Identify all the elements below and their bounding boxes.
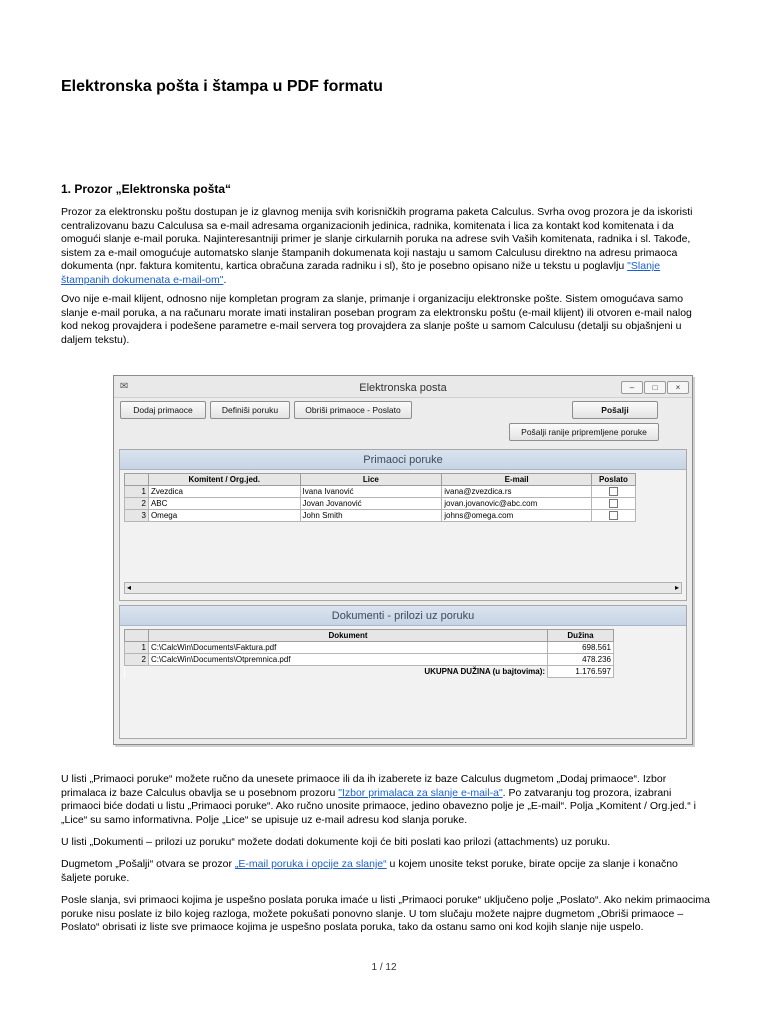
table-row[interactable] [125, 510, 636, 522]
total-label: UKUPNA DUŽINA (u bajtovima): [148, 666, 547, 678]
cell-email[interactable]: ivana@zvezdica.rs [442, 486, 592, 498]
row-number-header [125, 630, 149, 642]
row-number: 2 [125, 498, 149, 510]
poslato-checkbox[interactable] [609, 499, 618, 508]
close-icon[interactable]: × [667, 381, 689, 394]
cell-duzina: 698.561 [548, 642, 614, 654]
cell-komitent[interactable]: ABC [148, 498, 300, 510]
total-row [125, 666, 614, 678]
paragraph-primaoci-b: . Po zatvaranju tog prozora, izabrani primaoci biće dodati u listu „Primaoci poruke“. Ako ručno unosite primaoce, jedino obavezno polje je „E-mail“. Polja „Komitent / Org.jed.“ i „Lice“ su samo informativna. Polje „Lice“ se upisuje uz e-mail adresu kod slanja poruke. [61, 786, 696, 826]
total-value: 1.176.597 [548, 666, 614, 678]
cell-lice[interactable]: Jovan Jovanović [300, 498, 442, 510]
recipients-table [124, 473, 636, 522]
cell-email[interactable]: jovan.jovanovic@abc.com [442, 498, 592, 510]
row-number: 3 [125, 510, 149, 522]
cell-lice[interactable]: John Smith [300, 510, 442, 522]
paragraph-posalji-b: u kojem unosite tekst poruke, birate opcije za slanje i konačno šaljete poruke. [61, 858, 678, 884]
poslato-checkbox[interactable] [609, 487, 618, 496]
scroll-right-icon[interactable]: ▸ [674, 583, 679, 592]
table-row[interactable] [125, 498, 636, 510]
col-duzina[interactable]: Dužina [548, 630, 614, 642]
link-izbor-primalaca[interactable]: "Izbor primalaca za slanje e-mail-a" [338, 786, 503, 799]
col-poslato[interactable]: Poslato [592, 474, 636, 486]
row-number: 1 [125, 642, 149, 654]
section-heading: 1. Prozor „Elektronska pošta“ [61, 182, 232, 196]
cell-komitent[interactable]: Omega [148, 510, 300, 522]
window-titlebar [114, 376, 692, 398]
send-prepared-button[interactable]: Pošalji ranije pripremljene poruke [509, 423, 659, 441]
link-slanje-dokumenata[interactable]: "Slanje štampanih dokumenata e-mail-om" [61, 260, 661, 286]
paragraph-posle-slanja: Posle slanja, svi primaoci kojima je uspešno poslata poruka imaće u listi „Primaoci poruke“ uključeno polje „Poslato“. Ako nekim primaocima poruke nisu poslate iz bilo kojeg razloga, možete pokušati ponovno slanje. U tom slučaju možete najpre dugmetom „Obriši primaoce – Poslato“ obrisati iz liste sve primaoce kojima je uspešno poslata poruka, tako da ostanu samo oni kod kojih slanje nije uspelo. [61, 894, 710, 934]
paragraph-email-client: Ovo nije e-mail klijent, odnosno nije kompletan program za slanje, primanje i organizaciju elektronske pošte. Sistem omogućava samo slanje e-mail poruka, a na računaru morate imati instaliran poseban program za elektronsku poštu (e-mail klijent) ili otvoren e-mail nalog kod nekog provajdera i podešene parametre e-mail servera tog provajdera za slanje pošte u samom Calculusu (detalji su objašnjeni u daljem tekstu). [61, 293, 692, 346]
paragraph-dokumenti: U listi „Dokumenti – prilozi uz poruku“ možete dodati dokumente koji će biti poslati kao prilozi (attachments) uz poruku. [61, 836, 611, 848]
col-dokument[interactable]: Dokument [148, 630, 547, 642]
window-title: Elektronska posta [359, 382, 447, 394]
cell-dokument[interactable]: C:\CalcWin\Documents\Faktura.pdf [148, 642, 547, 654]
paragraph-intro-end: . [223, 273, 227, 286]
email-window-screenshot [113, 375, 693, 745]
cell-duzina: 478.236 [548, 654, 614, 666]
poslato-checkbox[interactable] [609, 511, 618, 520]
cell-lice[interactable]: Ivana Ivanović [300, 486, 442, 498]
documents-panel-title: Dokumenti - prilozi uz poruku [120, 606, 686, 626]
scroll-left-icon[interactable]: ◂ [127, 583, 132, 592]
link-email-poruka-opcije[interactable]: „E-mail poruka i opcije za slanje“ [234, 858, 387, 870]
row-number: 1 [125, 486, 149, 498]
clear-sent-button[interactable]: Obriši primaoce - Poslato [294, 401, 412, 419]
cell-poslato [592, 510, 636, 522]
documents-panel [119, 605, 687, 739]
col-email[interactable]: E-mail [442, 474, 592, 486]
maximize-icon[interactable]: □ [644, 381, 666, 394]
cell-poslato [592, 498, 636, 510]
row-number-header [125, 474, 149, 486]
paragraph-primaoci-a: U listi „Primaoci poruke“ možete ručno da unesete primaoce ili da ih izaberete iz baze Calculus dugmetom „Dodaj primaoce“. Izbor primalaca iz baze Calculus obavlja se u posebnom prozoru [61, 773, 667, 799]
col-lice[interactable]: Lice [300, 474, 442, 486]
paragraph-posalji [61, 858, 711, 885]
minimize-icon[interactable]: – [621, 381, 643, 394]
row-number: 2 [125, 654, 149, 666]
cell-dokument[interactable]: C:\CalcWin\Documents\Otpremnica.pdf [148, 654, 547, 666]
recipients-panel [119, 449, 687, 601]
table-row[interactable] [125, 486, 636, 498]
cell-komitent[interactable]: Zvezdica [148, 486, 300, 498]
app-icon: ✉ [120, 381, 129, 392]
paragraph-primaoci [61, 773, 711, 827]
documents-table [124, 629, 614, 678]
define-message-button[interactable]: Definiši poruku [210, 401, 290, 419]
table-row[interactable] [125, 642, 614, 654]
paragraph-intro [61, 206, 711, 288]
cell-email[interactable]: johns@omega.com [442, 510, 592, 522]
paragraph-posalji-a: Dugmetom „Pošalji“ otvara se prozor [61, 858, 235, 870]
add-recipients-button[interactable]: Dodaj primaoce [120, 401, 206, 419]
horizontal-scrollbar[interactable] [124, 582, 682, 594]
total-spacer [125, 666, 149, 678]
col-komitent[interactable]: Komitent / Org.jed. [148, 474, 300, 486]
recipients-panel-title: Primaoci poruke [120, 450, 686, 470]
document-title: Elektronska pošta i štampa u PDF formatu [61, 78, 383, 95]
send-button[interactable]: Pošalji [572, 401, 658, 419]
cell-poslato [592, 486, 636, 498]
paragraph-intro-text: Prozor za elektronsku poštu dostupan je iz glavnog menija svih korisničkih programa paketa Calculus. Svrha ovog prozora je da iskoristi centralizovanu bazu Calculusa sa e-mail adresama organizacionih jedinica, radnika, komitenata i lica za kontakt kod komitenata i da omogući slanje e-mail poruka. Najinteresantniji primer je slanje cirkularnih poruka na adrese svih Vaših komitenata, radnika i sl. Takođe, sistem za e-mail omogućuje automatsko slanje štampanih dokumenata koji nastaju u samom Calculusu direktno na adresu primaoca dokumenta (npr. faktura komitentu, kartica obračuna zarada radniku i sl), što je posebno opisano niže u tekstu u poglavlju [61, 206, 693, 273]
page-number: 1 / 12 [371, 962, 397, 973]
table-row[interactable] [125, 654, 614, 666]
